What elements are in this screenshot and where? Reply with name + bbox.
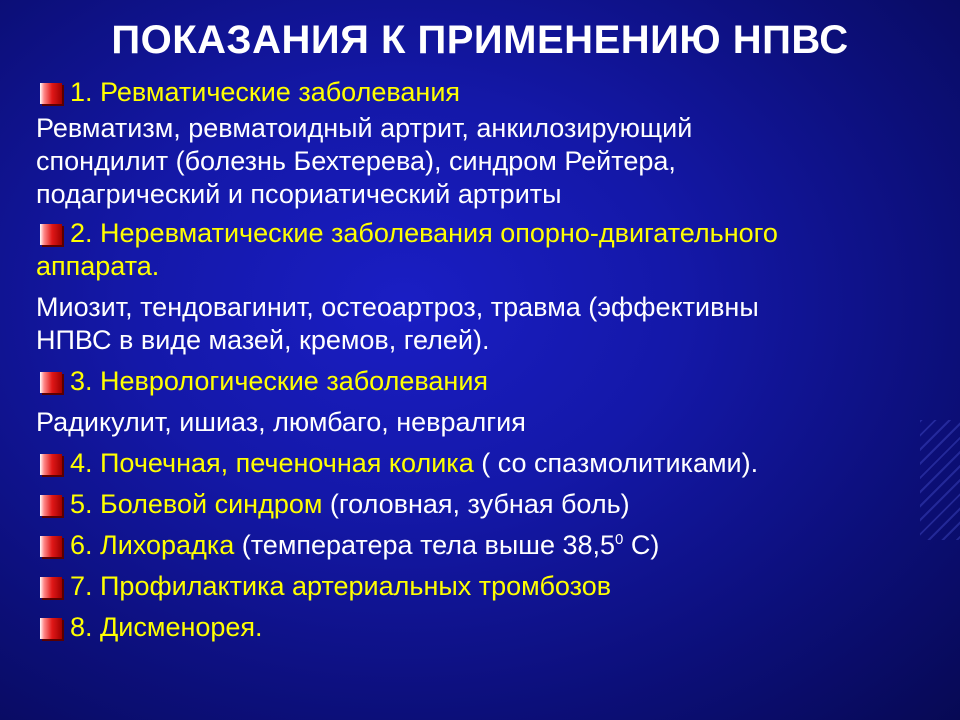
item-heading: 4. Почечная, печеночная колика: [70, 448, 474, 478]
item-description: [36, 291, 936, 357]
indications-list: [36, 76, 936, 644]
list-item-3: [36, 365, 936, 398]
item-heading: 3. Неврологические заболевания: [70, 366, 489, 396]
list-item-7: [36, 570, 936, 603]
item-note-end: С): [623, 530, 660, 560]
item-heading: 8. Дисменорея.: [70, 612, 263, 642]
list-item-2: [36, 217, 936, 283]
item-description: [36, 406, 936, 439]
bullet-icon: [40, 454, 62, 475]
item-heading: 2. Неревматические заболевания опорно-двигательного: [70, 218, 778, 248]
description-line: подагрический и псориатический артриты: [36, 179, 562, 209]
bullet-icon: [40, 618, 62, 639]
description-line: спондилит (болезнь Бехтерева), синдром Рейтера,: [36, 146, 676, 176]
list-item-5: [36, 488, 936, 521]
decorative-stripes: [920, 420, 960, 540]
bullet-icon: [40, 577, 62, 598]
description-line: НПВС в виде мазей, кремов, гелей).: [36, 325, 490, 355]
list-item-8: [36, 611, 936, 644]
bullet-icon: [40, 536, 62, 557]
list-item-1: [36, 76, 936, 109]
description-line: Радикулит, ишиаз, люмбаго, невралгия: [36, 407, 526, 437]
slide-title: ПОКАЗАНИЯ К ПРИМЕНЕНИЮ НПВС: [111, 18, 849, 62]
item-note: ( со спазмолитиками).: [473, 448, 759, 478]
item-note: (головная, зубная боль): [322, 489, 630, 519]
bullet-icon: [40, 495, 62, 516]
list-item-4: [36, 447, 936, 480]
description-line: Ревматизм, ревматоидный артрит, анкилозирующий: [36, 113, 693, 143]
item-description: [36, 112, 936, 211]
item-heading: 7. Профилактика артериальных тромбозов: [70, 571, 612, 601]
item-heading: 5. Болевой синдром: [70, 489, 323, 519]
bullet-icon: [40, 224, 62, 245]
item-heading: 6. Лихорадка: [70, 530, 235, 560]
bullet-icon: [40, 372, 62, 393]
item-heading: 1. Ревматические заболевания: [70, 77, 461, 107]
item-note: (температера тела выше 38,5: [234, 530, 616, 560]
list-item-6: [36, 529, 936, 562]
description-line: Миозит, тендовагинит, остеоартроз, травма (эффективны: [36, 292, 759, 322]
degree-superscript: 0: [615, 531, 624, 548]
item-heading-continuation: аппарата.: [36, 251, 160, 281]
bullet-icon: [40, 83, 62, 104]
